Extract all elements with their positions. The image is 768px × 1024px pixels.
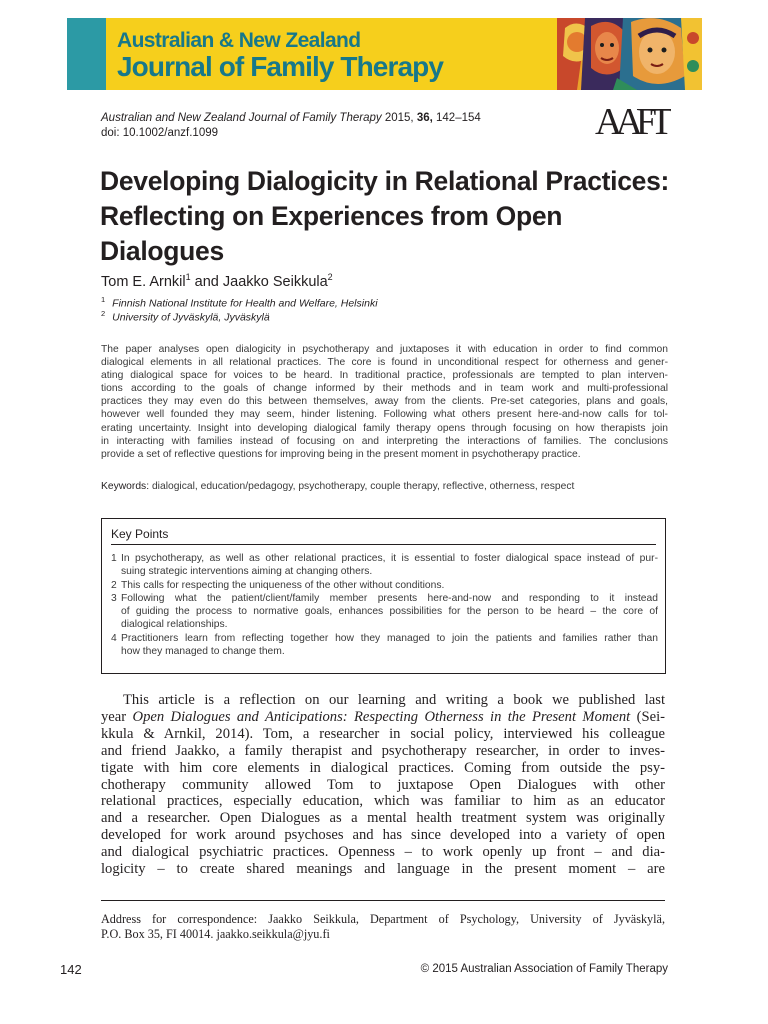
correspondence-footnote xyxy=(101,912,665,942)
body-line: relational practices, especially education, which was familiar to him as an educator xyxy=(101,793,665,810)
key-point-line: Practitioners learn from reflecting together how they managed to join the patients and families rather than xyxy=(121,632,658,644)
key-point-line: of guiding the process to normative goals, enhances possibilities for the person to be heard – the core of xyxy=(121,606,658,618)
author-name[interactable]: Tom E. Arnkil xyxy=(101,273,186,290)
author-affiliation-mark: 2 xyxy=(327,272,333,282)
author-conjunction: and xyxy=(194,273,219,290)
affiliation xyxy=(101,295,378,310)
key-point-line: Following what the patient/client/family member presents here-and-now and responding to it instead xyxy=(121,592,658,604)
key-point xyxy=(111,632,658,659)
key-points-box xyxy=(101,518,666,674)
affiliation-number: 2 xyxy=(101,309,106,318)
footnote-rule xyxy=(101,900,665,901)
key-points-divider xyxy=(111,544,656,545)
page-number: 142 xyxy=(60,962,82,977)
key-point-line: In psychotherapy, as well as other relational practices, it is essential to foster dialogical space instead of pur- xyxy=(121,553,658,564)
key-point-line: suing strategic interventions aiming at changing others. xyxy=(121,566,373,578)
key-point-number: 3 xyxy=(111,592,117,604)
body-line: This article is a reflection on our learning and writing a book we published last xyxy=(123,692,665,708)
author-affiliation-mark: 1 xyxy=(185,272,191,282)
abstract xyxy=(101,343,668,461)
abstract-line: however well founded they may seem, hinder listening. Following what others present here-and-now calls for tol- xyxy=(101,409,668,421)
author-name[interactable]: Jaakko Seikkula xyxy=(222,273,328,290)
body-paragraph xyxy=(101,692,665,878)
citation-block xyxy=(101,111,481,141)
body-line: tigate with him core elements in dialogical practices. Coming from outside the psy- xyxy=(101,759,665,776)
body-line: developed for work around psychoses and has since developed into a variety of open xyxy=(101,827,665,844)
key-point xyxy=(111,579,658,592)
abstract-line: provide a set of reflective questions for improving being in the present moment in psychotherapy practice. xyxy=(101,448,581,460)
key-points-list xyxy=(111,552,658,658)
abstract-line: practices they may even do this between themselves, away from the clients. Pre-set categories, plans and goals, xyxy=(101,396,668,408)
citation-volume: 36, xyxy=(416,112,433,124)
key-point-number: 1 xyxy=(111,553,117,564)
keywords-label: Keywords: xyxy=(101,481,150,492)
doi[interactable]: doi: 10.1002/anzf.1099 xyxy=(101,127,219,139)
masthead-artwork xyxy=(557,18,702,90)
key-point xyxy=(111,552,658,579)
journal-name: Australian and New Zealand Journal of Family Therapy xyxy=(101,112,382,124)
body-line: and friend Jaakko, a family therapist and psychotherapy researcher, in order to inves- xyxy=(101,742,665,759)
footnote-line: P.O. Box 35, FI 40014. jaakko.seikkula@jyu.fi xyxy=(101,927,330,941)
abstract-line: dialogical elements in all relational practices. The core is found in unconditional respect for otherness and gener- xyxy=(101,357,668,369)
aaft-logo-text: AAFT xyxy=(595,101,667,143)
abstract-line: The paper analyses open dialogicity in psychotherapy and juxtaposes it with education in order to find common xyxy=(101,344,668,355)
journal-masthead xyxy=(67,18,702,90)
affiliation-text: Finnish National Institute for Health and Welfare, Helsinki xyxy=(112,297,378,310)
body-line: kkula & Arnkil, 2014). Tom, a researcher in social policy, interviewed his colleague xyxy=(101,725,665,742)
affiliation-number: 1 xyxy=(101,295,106,304)
masthead-stripe xyxy=(67,18,106,90)
body-text: year xyxy=(101,708,127,725)
copyright-notice: © 2015 Australian Association of Family Therapy xyxy=(420,963,668,975)
affiliation-text: University of Jyväskylä, Jyväskylä xyxy=(112,311,270,324)
footnote-line: Address for correspondence: Jaakko Seikkula, Department of Psychology, University of Jyväskylä, xyxy=(101,912,665,926)
body-line: and a researcher. Open Dialogues as a mental health treatment system was originally xyxy=(101,810,665,827)
abstract-line: in interacting with families instead of focusing on and interpreting the interactions of families. The conclusions xyxy=(101,435,668,447)
author-list xyxy=(101,272,333,290)
key-point xyxy=(111,592,658,632)
key-point-line: dialogical relationships. xyxy=(121,619,228,631)
body-line: chotherapy community allowed Tom to juxtapose Open Dialogues with other xyxy=(101,776,665,793)
key-points-heading: Key Points xyxy=(111,527,169,541)
masthead-title-line2: Journal of Family Therapy xyxy=(117,51,444,82)
abstract-line: ating dialogical space for voices to be heard. In traditional practice, professionals are tempted to plan interven- xyxy=(101,370,668,382)
key-point-number: 4 xyxy=(111,632,117,644)
body-line: and dialogical psychiatric practices. Openness – to work openly up front – and dia- xyxy=(101,844,665,861)
body-line: logicity – to create shared meanings and language in the present moment – are xyxy=(101,861,665,878)
abstract-line: erating uncertainty. Insight into developing dialogical family therapy opens through focusing on how therapists join xyxy=(101,422,668,434)
article-title: Developing Dialogicity in Relational Practices: Reflecting on Experiences from Open Dialogues xyxy=(100,166,670,266)
keywords xyxy=(101,481,574,492)
aaft-logo xyxy=(593,96,671,152)
citation-year: 2015, xyxy=(384,112,414,124)
body-text: (Sei- xyxy=(636,708,666,725)
key-point-line: how they managed to change them. xyxy=(121,646,285,658)
affiliation xyxy=(101,309,270,324)
key-point-number: 2 xyxy=(111,579,117,591)
citation-pages: 142–154 xyxy=(436,112,481,124)
book-title: Open Dialogues and Anticipations: Respecting Otherness in the Present Moment xyxy=(132,708,631,725)
body-line xyxy=(101,709,665,726)
abstract-line: tions according to the goals of change informed by their methods and in team work and multi-professional xyxy=(101,383,668,395)
keywords-text: dialogical, education/pedagogy, psychotherapy, couple therapy, reflective, otherness, respect xyxy=(151,481,575,492)
masthead-title-line1: Australian & New Zealand xyxy=(117,29,361,52)
key-point-line: This calls for respecting the uniqueness of the other without conditions. xyxy=(121,579,445,591)
